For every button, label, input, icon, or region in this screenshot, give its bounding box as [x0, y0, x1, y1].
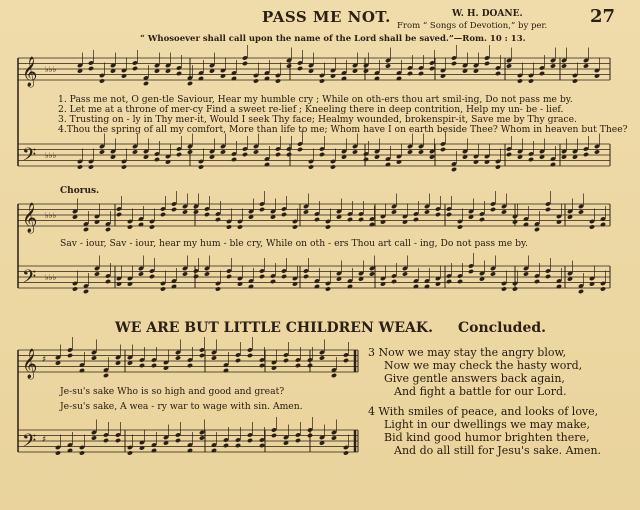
note-head — [242, 152, 248, 157]
note-head — [176, 71, 182, 76]
note-head — [139, 363, 145, 368]
note-head — [237, 224, 243, 229]
note-head — [295, 363, 301, 368]
note-head — [253, 78, 259, 83]
note-head — [343, 358, 349, 363]
scripture-epigraph: “ Whosoever shall call upon the name of the Lord shall be saved.”—Rom. 10 : 13. — [140, 34, 526, 44]
key-signature: ♭♭♭ — [45, 151, 57, 160]
note-head — [199, 435, 205, 440]
note-head — [561, 63, 567, 68]
note-head — [352, 149, 358, 154]
note-head — [127, 224, 133, 229]
note-head — [223, 443, 229, 448]
note-head — [589, 224, 595, 229]
note-head — [271, 433, 277, 438]
note-head — [325, 286, 331, 291]
note-head — [160, 212, 166, 217]
note-head — [578, 209, 584, 214]
note-head — [55, 450, 61, 455]
stanza4-line-2: Light in our dwellings we may make, — [384, 418, 590, 431]
note-head — [545, 207, 551, 212]
note-head — [235, 358, 241, 363]
note-head — [402, 271, 408, 276]
note-head — [528, 157, 534, 162]
note-head — [247, 353, 253, 358]
note-head — [407, 149, 413, 154]
note-head — [204, 271, 210, 276]
note-head — [103, 373, 109, 378]
note-head — [297, 147, 303, 152]
note-head — [175, 355, 181, 360]
note-head — [242, 61, 248, 66]
hymn-title: PASS ME NOT. — [262, 8, 391, 26]
note-head — [572, 78, 578, 83]
note-head — [105, 227, 111, 232]
note-head — [99, 78, 105, 83]
stanza4-line-4: And do all still for Jesu's sake. Amen. — [394, 444, 602, 457]
note-head — [220, 149, 226, 154]
note-head — [193, 274, 199, 279]
note-head — [154, 157, 160, 162]
note-head — [550, 63, 556, 68]
note-head — [413, 217, 419, 222]
note-head — [253, 149, 259, 154]
note-head — [495, 164, 501, 169]
note-head — [440, 147, 446, 152]
note-head — [330, 164, 336, 169]
second-hymn-title: WE ARE BUT LITTLE CHILDREN WEAK. — [115, 320, 433, 336]
note-head — [187, 149, 193, 154]
note-head — [259, 363, 265, 368]
note-head — [270, 279, 276, 284]
note-head — [358, 217, 364, 222]
note-head — [215, 217, 221, 222]
note-head — [308, 164, 314, 169]
note-head — [91, 435, 97, 440]
note-head — [215, 286, 221, 291]
chorus-lyric: Sav - iour, Sav - iour, hear my hum - ble cry, While on oth - ers Thou art call - ing, Do not pass me by. — [60, 238, 528, 249]
bass-clef: 𝄢 — [22, 431, 37, 456]
note-head — [211, 355, 217, 360]
note-head — [259, 274, 265, 279]
note-head — [176, 152, 182, 157]
note-head — [319, 78, 325, 83]
note-head — [429, 66, 435, 71]
note-head — [103, 438, 109, 443]
note-head — [424, 209, 430, 214]
note-head — [193, 209, 199, 214]
note-head — [83, 289, 89, 294]
key-signature: ♯ — [42, 355, 47, 365]
key-signature: ♭♭♭ — [45, 211, 57, 220]
note-head — [391, 279, 397, 284]
note-head — [79, 450, 85, 455]
note-head — [314, 217, 320, 222]
note-head — [319, 152, 325, 157]
note-head — [88, 66, 94, 71]
note-head — [292, 224, 298, 229]
note-head — [303, 274, 309, 279]
note-head — [281, 274, 287, 279]
note-head — [160, 286, 166, 291]
note-head — [275, 78, 281, 83]
note-head — [286, 152, 292, 157]
note-head — [534, 227, 540, 232]
note-head — [325, 224, 331, 229]
bass-clef: 𝄢 — [22, 267, 37, 292]
note-head — [369, 271, 375, 276]
note-head — [67, 353, 73, 358]
note-head — [331, 435, 337, 440]
note-head — [484, 61, 490, 66]
note-head — [83, 227, 89, 232]
note-head — [539, 71, 545, 76]
note-head — [363, 157, 369, 162]
note-head — [583, 152, 589, 157]
note-head — [132, 66, 138, 71]
note-head — [116, 212, 122, 217]
note-head — [204, 212, 210, 217]
stanza3-line-3: Give gentle answers back again, — [384, 372, 565, 385]
note-head — [545, 274, 551, 279]
treble-clef: 𝄞 — [22, 349, 38, 379]
note-head — [534, 279, 540, 284]
note-head — [182, 271, 188, 276]
note-head — [446, 279, 452, 284]
note-head — [226, 274, 232, 279]
note-head — [479, 217, 485, 222]
note-head — [490, 207, 496, 212]
note-head — [468, 269, 474, 274]
treble-clef: 𝄞 — [22, 57, 38, 87]
note-head — [457, 224, 463, 229]
note-head — [490, 271, 496, 276]
note-head — [446, 212, 452, 217]
note-head — [72, 286, 78, 291]
note-head — [259, 207, 265, 212]
verse-line-1: 1. Pass me not, O gen-tle Saviour, Hear my humble cry ; While on oth-ers thou art smil-ing, Do not pass me by. — [58, 94, 573, 105]
note-head — [138, 271, 144, 276]
second-hymn-suffix: Concluded. — [458, 320, 547, 336]
note-head — [231, 157, 237, 162]
source-credit: From “ Songs of Devotion,” by per. — [397, 21, 548, 31]
note-head — [578, 289, 584, 294]
chorus-label: Chorus. — [60, 186, 100, 196]
note-head — [149, 224, 155, 229]
note-head — [418, 149, 424, 154]
note-head — [99, 149, 105, 154]
note-head — [132, 149, 138, 154]
note-head — [517, 78, 523, 83]
note-head — [407, 71, 413, 76]
note-head — [506, 152, 512, 157]
note-head — [435, 212, 441, 217]
note-head — [391, 209, 397, 214]
note-head — [77, 164, 83, 169]
note-head — [286, 63, 292, 68]
note-head — [105, 279, 111, 284]
stanza4-line-3: Bid kind good humor brighten there, — [384, 431, 590, 444]
note-head — [115, 438, 121, 443]
second-hymn-lyric-2: Je-su's sake, A wea - ry war to wage with sin. Amen. — [60, 401, 303, 412]
note-head — [501, 209, 507, 214]
note-head — [523, 271, 529, 276]
bass-clef: 𝄢 — [22, 145, 37, 170]
note-head — [347, 217, 353, 222]
note-head — [171, 207, 177, 212]
note-head — [121, 164, 127, 169]
note-head — [187, 363, 193, 368]
note-head — [385, 63, 391, 68]
note-head — [501, 286, 507, 291]
note-head — [512, 286, 518, 291]
note-head — [143, 81, 149, 86]
note-head — [307, 363, 313, 368]
note-head — [88, 164, 94, 169]
stanza4-line-1: 4 With smiles of peace, and looks of love, — [368, 405, 599, 418]
second-hymn-lyric-1: Je-su's sake Who is so high and good and great? — [60, 386, 285, 397]
note-head — [457, 279, 463, 284]
note-head — [283, 358, 289, 363]
note-head — [506, 63, 512, 68]
key-signature: ♯ — [42, 435, 47, 445]
note-head — [600, 286, 606, 291]
note-head — [259, 443, 265, 448]
note-head — [151, 363, 157, 368]
note-head — [235, 443, 241, 448]
note-head — [451, 61, 457, 66]
stanza3-line-2: Now we may check the hasty word, — [384, 359, 583, 372]
stanza3-line-1: 3 Now we may stay the angry blow, — [368, 346, 567, 359]
key-signature: ♭♭♭ — [45, 273, 57, 282]
note-head — [495, 71, 501, 76]
note-head — [451, 167, 457, 172]
note-head — [303, 209, 309, 214]
verse-line-3: 3. Trusting on - ly in Thy mer-it, Would I seek Thy face; Healmy wounded, brokenspir-it, Save me by Thy grace. — [58, 114, 577, 125]
key-signature: ♭♭♭ — [45, 65, 57, 74]
note-head — [275, 152, 281, 157]
note-head — [226, 224, 232, 229]
note-head — [199, 353, 205, 358]
treble-clef: 𝄞 — [22, 203, 38, 233]
page-number: 27 — [590, 6, 616, 27]
note-head — [175, 438, 181, 443]
note-head — [307, 433, 313, 438]
note-head — [149, 274, 155, 279]
note-head — [343, 450, 349, 455]
verse-line-4: 4.Thou the spring of all my comfort, More than life to me; Whom have I on earth beside Thee? Whom in heaven but Thee? — [58, 124, 628, 135]
note-head — [594, 149, 600, 154]
note-head — [127, 450, 133, 455]
note-head — [247, 438, 253, 443]
note-head — [281, 212, 287, 217]
stanza3-line-4: And fight a battle for our Lord. — [394, 385, 567, 398]
note-head — [297, 66, 303, 71]
note-head — [331, 373, 337, 378]
note-head — [583, 63, 589, 68]
note-head — [182, 209, 188, 214]
note-head — [418, 71, 424, 76]
note-head — [319, 355, 325, 360]
verse-line-2: 2. Let me at a throne of mer-cy Find a sweet re-lief ; Kneeling there in deep contrition, Help my un- be - lief. — [58, 104, 564, 115]
composer-credit: W. H. DOANE. — [452, 9, 523, 19]
note-head — [187, 81, 193, 86]
note-head — [91, 355, 97, 360]
note-head — [198, 164, 204, 169]
note-head — [295, 438, 301, 443]
note-head — [94, 271, 100, 276]
note-head — [528, 78, 534, 83]
